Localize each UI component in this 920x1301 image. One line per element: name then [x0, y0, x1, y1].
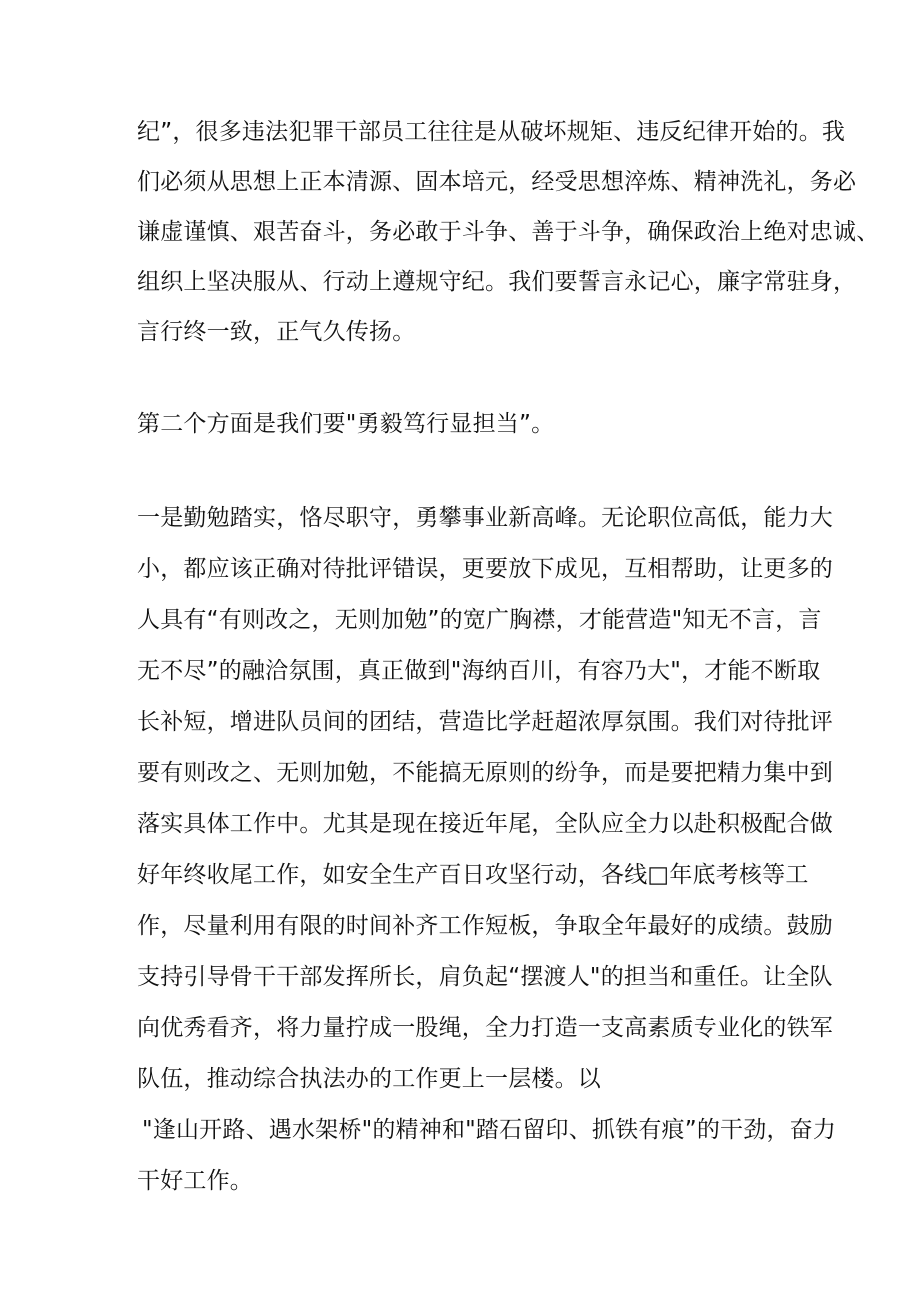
paragraph-2-line-9: 作，尽量利用有限的时间补齐工作短板，争取全年最好的成绩。鼓励 [137, 913, 833, 939]
paragraph-2-line-13: "逢山开路、遇水架桥"的精神和"踏石留印、抓铁有痕”的干劲，奋力 [142, 1117, 837, 1143]
paragraph-2-line-14: 干好工作。 [137, 1168, 253, 1194]
paragraph-1-line-2: 们必须从思想上正本清源、固本培元，经受思想淬炼、精神洗礼，务必 [137, 169, 857, 195]
paragraph-2-line-4: 无不尽”的融洽氛围，真正做到"海纳百川，有容乃大"，才能不断取 [137, 658, 821, 684]
paragraph-2-line-1: 一是勤勉踏实，恪尽职守，勇攀事业新高峰。无论职位高低，能力大 [137, 505, 833, 531]
paragraph-2-line-12: 队伍，推动综合执法办的工作更上一层楼。以 [137, 1066, 601, 1092]
paragraph-2-line-8: 好年终收尾工作，如安全生产百日攻坚行动，各线□年底考核等工 [137, 862, 809, 888]
paragraph-1-line-1: 纪”，很多违法犯罪干部员工往往是从破坏规矩、违反纪律开始的。我 [137, 119, 846, 145]
paragraph-2-line-7: 落实具体工作中。尤其是现在接近年尾，全队应全力以赴积极配合做 [137, 811, 833, 837]
paragraph-1-line-5: 言行终一致，正气久传扬。 [137, 319, 416, 345]
section-heading: 第二个方面是我们要"勇毅笃行显担当”。 [137, 411, 555, 437]
paragraph-2-line-11: 向优秀看齐，将力量拧成一股绳，全力打造一支高素质专业化的铁军 [137, 1015, 833, 1041]
paragraph-1-line-3: 谦虚谨慎、艰苦奋斗，务必敢于斗争、善于斗争，确保政治上绝对忠诚、 [137, 219, 880, 245]
paragraph-2-line-3: 人具有“有则改之，无则加勉”的宽广胸襟，才能营造"知无不言，言 [137, 607, 822, 633]
paragraph-2-line-6: 要有则改之、无则加勉，不能搞无原则的纷争，而是要把精力集中到 [137, 760, 833, 786]
paragraph-2-line-5: 长补短，增进队员间的团结，营造比学赶超浓厚氛围。我们对待批评 [137, 709, 833, 735]
paragraph-1-line-4: 组织上坚决服从、行动上遵规守纪。我们要誓言永记心，廉字常驻身， [137, 269, 857, 295]
paragraph-2-line-2: 小，都应该正确对待批评错误，更要放下成见，互相帮助，让更多的 [137, 556, 833, 582]
paragraph-2-line-10: 支持引导骨干干部发挥所长，肩负起“摆渡人"的担当和重任。让全队 [137, 964, 833, 990]
